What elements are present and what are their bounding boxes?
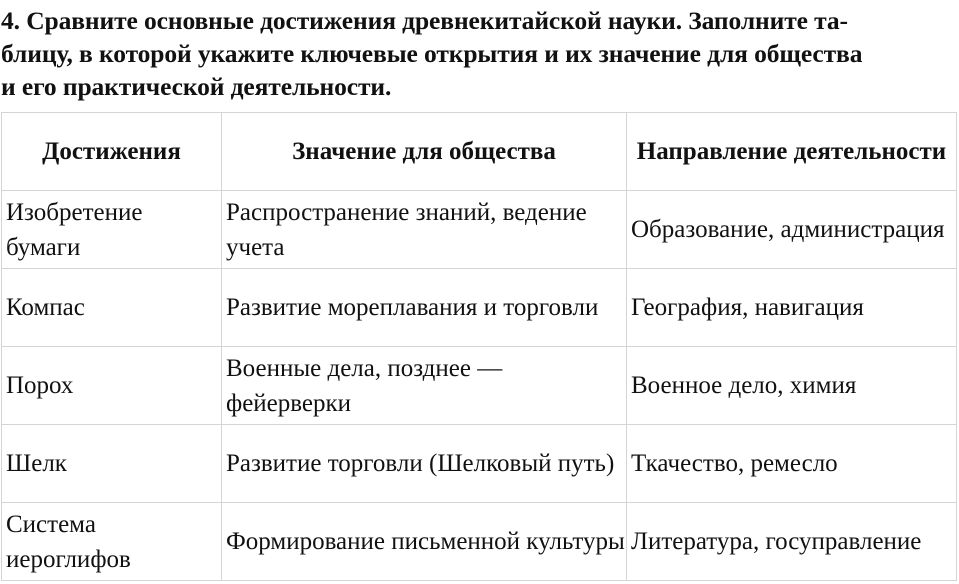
table-row bbox=[2, 503, 957, 581]
cell-significance: Распространение знаний, ведение учета bbox=[222, 191, 627, 269]
task-line-1: 4. Сравните основные достижения древнекитайской науки. Заполните та- bbox=[1, 6, 848, 35]
cell-significance: Формирование письменной культуры bbox=[222, 503, 627, 581]
table-row bbox=[2, 347, 957, 425]
cell-achievement: Порох bbox=[2, 347, 222, 425]
table-row bbox=[2, 191, 957, 269]
header-field: Направление деятельности bbox=[627, 113, 957, 191]
cell-field: Ткачество, ремесло bbox=[627, 425, 957, 503]
table-row bbox=[2, 269, 957, 347]
cell-achievement: Изобретение бумаги bbox=[2, 191, 222, 269]
achievements-table bbox=[1, 112, 957, 581]
task-line-2: блицу, в которой укажите ключевые открытия и их значение для общества bbox=[1, 39, 863, 68]
header-achievements: Достижения bbox=[2, 113, 222, 191]
cell-achievement: Система иероглифов bbox=[2, 503, 222, 581]
header-significance: Значение для общества bbox=[222, 113, 627, 191]
cell-significance: Развитие мореплавания и торговли bbox=[222, 269, 627, 347]
cell-field: География, навигация bbox=[627, 269, 957, 347]
task-line-3: и его практической деятельности. bbox=[1, 72, 392, 101]
cell-field: Образование, администрация bbox=[627, 191, 957, 269]
cell-achievement: Компас bbox=[2, 269, 222, 347]
cell-field: Литература, госуправление bbox=[627, 503, 957, 581]
cell-achievement: Шелк bbox=[2, 425, 222, 503]
cell-significance: Военные дела, позднее — фейерверки bbox=[222, 347, 627, 425]
cell-field: Военное дело, химия bbox=[627, 347, 957, 425]
table-header-row bbox=[2, 113, 957, 191]
task-statement bbox=[1, 4, 957, 103]
cell-significance: Развитие торговли (Шелковый путь) bbox=[222, 425, 627, 503]
table-row bbox=[2, 425, 957, 503]
